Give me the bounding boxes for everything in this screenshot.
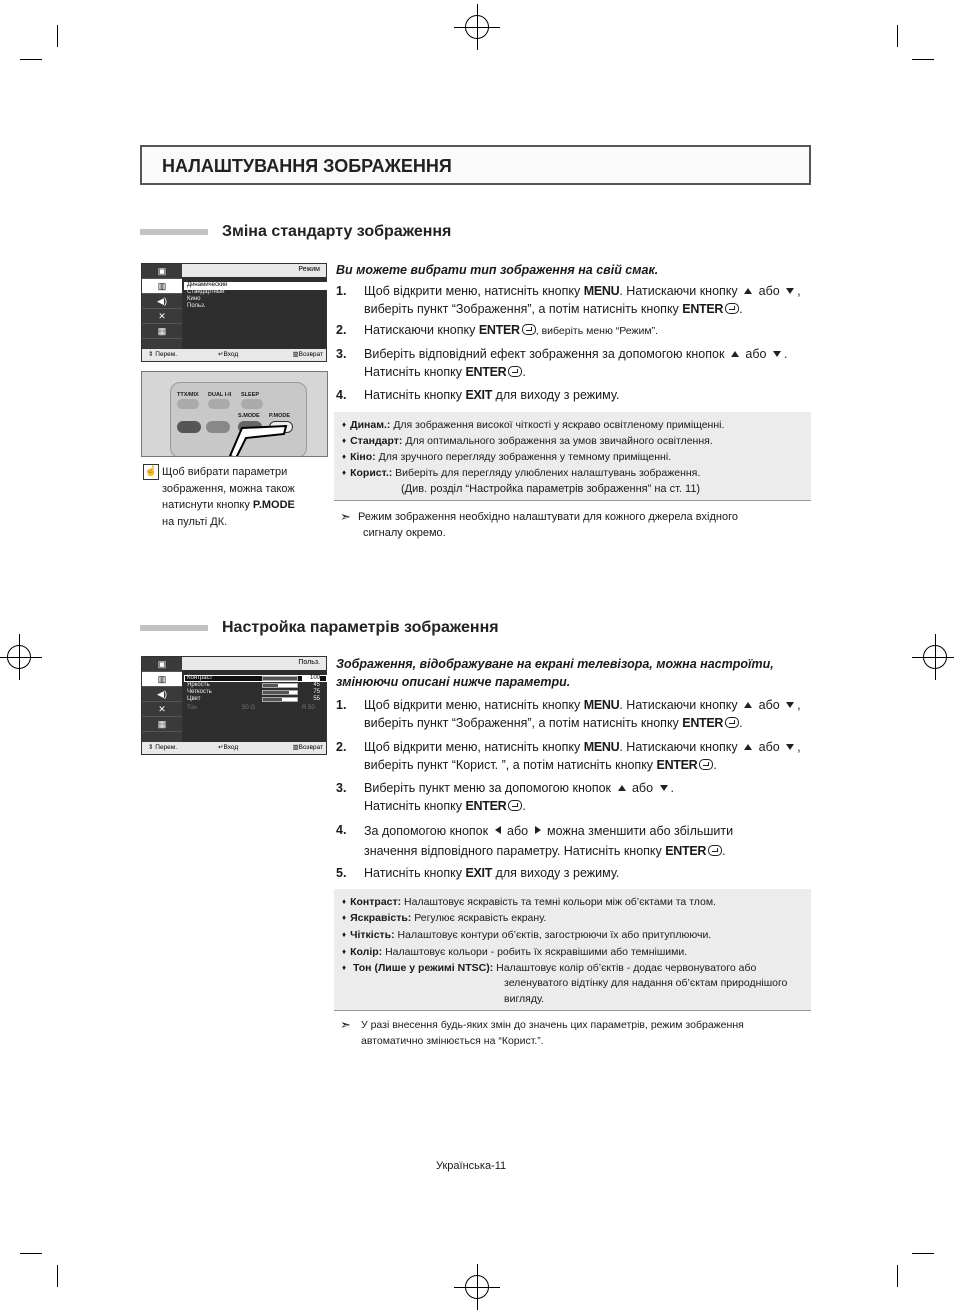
enter-icon: [522, 324, 536, 335]
remote-button: [241, 399, 263, 409]
osd-channel-icon: ✕: [142, 702, 182, 717]
osd-enter-label: ↵Вход: [218, 744, 239, 751]
bullet-item: ♦ Стандарт: Для оптимального зображення за умов звичайного освітлення.: [342, 435, 713, 447]
osd-slider-fill: [263, 691, 289, 694]
bullet-continuation: вигляду.: [504, 993, 545, 1005]
up-arrow-icon: [744, 702, 752, 708]
up-arrow-icon: [731, 351, 739, 357]
osd-ton-right: R 50: [302, 705, 315, 711]
osd-slider-track: [262, 690, 298, 695]
osd-slider-fill: [263, 677, 297, 680]
tip-text: Щоб вибрати параметри зображення, можна також натиснути кнопку P.MODE на пульті ДК.: [162, 466, 295, 528]
remote-button: [208, 399, 230, 409]
osd-slider-track: [262, 697, 298, 702]
down-arrow-icon: [786, 702, 794, 708]
crop-mark: [912, 1253, 934, 1254]
remote-button: [177, 399, 199, 409]
hand-pointer-icon: [222, 416, 292, 457]
section-bar: [140, 229, 208, 235]
down-arrow-icon: [786, 288, 794, 294]
remote-control-image: [141, 371, 328, 457]
osd-menu-mode: [141, 263, 327, 362]
tip-hand-icon: ☝: [143, 464, 159, 480]
down-arrow-icon: [660, 785, 668, 791]
bullet-item: ♦ Кіно: Для зручного перегляду зображення у темному приміщенні.: [342, 451, 672, 463]
up-arrow-icon: [744, 288, 752, 294]
osd-sidebar: [142, 264, 182, 349]
bullet-item: ♦ Контраст: Налаштовує яскравість та темні кольори між об’єктами та тлом.: [342, 896, 716, 908]
osd-item: Кино: [187, 296, 201, 302]
section1-step-4: 4. Натисніть кнопку EXIT для виходу з режиму.: [336, 388, 620, 402]
remote-label-pmode: P.MODE: [269, 413, 290, 419]
osd-item: Четкость: [187, 689, 212, 695]
osd-footer: [142, 742, 326, 754]
osd-item: Польз.: [187, 303, 206, 309]
crop-mark: [57, 1265, 58, 1287]
bullet-item: ♦ Чіткість: Налаштовує контури об’єктів, загострюючи їх або притуплюючи.: [342, 929, 712, 941]
section-bar: [140, 625, 208, 631]
osd-input-icon: ▣: [142, 264, 182, 279]
osd-setup-icon: ▦: [142, 324, 182, 339]
remote-button: [177, 421, 201, 433]
section2-heading: Настройка параметрів зображення: [222, 619, 499, 636]
bullet-item: ♦ Корист.: Виберіть для перегляду улюблених налаштувань зображення.: [342, 467, 701, 479]
osd-move-label: ⇕ Перем.: [148, 744, 178, 751]
osd-slider-value: 45: [313, 682, 320, 688]
up-arrow-icon: [618, 785, 626, 791]
osd-header: Режим: [182, 264, 326, 277]
remote-label-ttx: TTX/MIX: [177, 392, 199, 398]
osd-sound-icon: ◀): [142, 294, 182, 309]
osd-slider-track: [262, 683, 298, 688]
osd-item: Динамический: [187, 282, 228, 288]
osd-item: Яркость: [187, 682, 210, 688]
remote-label-smode: S.MODE: [238, 413, 260, 419]
osd-ton-left: 50 G: [242, 705, 256, 711]
section2-step-5: 5. Натисніть кнопку EXIT для виходу з режиму.: [336, 866, 620, 880]
note-arrow-icon: ➣: [340, 1017, 351, 1032]
section2-step-3: 3. Виберіть пункт меню за допомогою кнопок або . Натисніть кнопку ENTER .: [336, 781, 674, 813]
osd-picture-icon: ▥: [142, 672, 182, 687]
bullet-item: ♦ Динам.: Для зображення високої чіткості у яскраво освітленому приміщенні.: [342, 419, 725, 431]
section1-note: ➣ Режим зображення необхідно налаштувати для кожного джерела вхідного сигналу окремо.: [340, 509, 739, 539]
remote-label-dual: DUAL I-II: [208, 392, 232, 398]
enter-icon: [725, 717, 739, 728]
bullet-continuation: зеленуватого відтінку для надання об’єктам природнішого: [504, 977, 788, 989]
section2-note: ➣ У разі внесення будь-яких змін до значень цих параметрів, режим зображення автоматично змінюється на “Корист.”.: [340, 1017, 744, 1047]
osd-back-label: ▥Возврат: [292, 351, 323, 358]
right-arrow-icon: [535, 826, 541, 834]
section2-bullets-box: [334, 889, 811, 1011]
section2-step-1: 1. Щоб відкрити меню, натисніть кнопку MENU. Натискаючи кнопку або , виберіть пункт “Зображення”, а потім натисніть кнопку ENTER .: [336, 698, 801, 730]
osd-channel-icon: ✕: [142, 309, 182, 324]
down-arrow-icon: [773, 351, 781, 357]
osd-item: Стандартный: [187, 289, 225, 295]
osd-input-icon: ▣: [142, 657, 182, 672]
section2-step-2: 2. Щоб відкрити меню, натисніть кнопку MENU. Натискаючи кнопку або , виберіть пункт “Корист. ”, а потім натисніть кнопку ENTER .: [336, 740, 801, 772]
enter-icon: [725, 303, 739, 314]
registration-mark-bottom: [454, 1264, 500, 1310]
crop-mark: [912, 59, 934, 60]
osd-menu-user: [141, 656, 327, 755]
osd-setup-icon: ▦: [142, 717, 182, 732]
osd-slider-fill: [263, 698, 282, 701]
crop-mark: [57, 25, 58, 47]
osd-header: Польз.: [182, 657, 326, 670]
page-footer: Українська-11: [436, 1160, 507, 1172]
enter-icon: [508, 366, 522, 377]
osd-item: Цвет: [187, 696, 201, 702]
section1-step-2: 2. Натискаючи кнопку ENTER , виберіть меню “Режим”.: [336, 323, 659, 337]
registration-mark-top: [454, 4, 500, 50]
up-arrow-icon: [744, 744, 752, 750]
osd-item: Контраст: [187, 675, 213, 681]
osd-back-label: ▥Возврат: [292, 744, 323, 751]
osd-picture-icon: ▥: [142, 279, 182, 294]
section2-intro: Зображення, відображуване на екрані телевізора, можна настроїти, змінюючи описані нижче параметри.: [336, 657, 774, 689]
section1-step-3: 3. Виберіть відповідний ефект зображення за допомогою кнопок або . Натисніть кнопку ENTER .: [336, 347, 788, 379]
section2-step-4: 4. За допомогою кнопок або можна зменшити або збільшити значення відповідного параметру. Натисніть кнопку ENTER .: [336, 823, 734, 858]
crop-mark: [20, 59, 42, 60]
left-arrow-icon: [495, 826, 501, 834]
note-arrow-icon: ➣: [340, 509, 351, 524]
osd-move-label: ⇕ Перем.: [148, 351, 178, 358]
enter-icon: [508, 800, 522, 811]
osd-slider-fill: [263, 684, 278, 687]
page-title: НАЛАШТУВАННЯ ЗОБРАЖЕННЯ: [162, 156, 452, 176]
bullet-item-ton: ♦ Тон (Лише у режимі NTSC): Налаштовує колір об’єктів - додає червонуватого або: [342, 962, 757, 974]
registration-mark-right: [912, 634, 954, 680]
osd-sound-icon: ◀): [142, 687, 182, 702]
section1-heading: Зміна стандарту зображення: [222, 223, 452, 240]
enter-icon: [699, 759, 713, 770]
section1-intro: Ви можете вибрати тип зображення на свій смак.: [336, 263, 659, 277]
osd-sidebar: [142, 657, 182, 742]
bullet-item: ♦ Яскравість: Регулює яскравість екрану.: [342, 912, 547, 924]
osd-slider-track: [262, 676, 298, 681]
osd-item-ton: Тон: [187, 705, 197, 711]
osd-slider-value: 55: [313, 696, 320, 702]
page-title-box: [140, 145, 811, 185]
osd-slider-value: 100: [302, 675, 320, 681]
bullet-item: ♦ Колір: Налаштовує кольори - робить їх яскравішими або темнішими.: [342, 946, 688, 958]
bullet-continuation: (Див. розділ “Настройка параметрів зображення” на ст. 11): [401, 483, 701, 495]
registration-mark-left: [0, 634, 42, 680]
crop-mark: [20, 1253, 42, 1254]
down-arrow-icon: [786, 744, 794, 750]
section1-step-1: 1. Щоб відкрити меню, натисніть кнопку MENU. Натискаючи кнопку або , виберіть пункт “Зображення”, а потім натисніть кнопку ENTER .: [336, 284, 801, 316]
crop-mark: [897, 25, 898, 47]
osd-slider-value: 75: [313, 689, 320, 695]
osd-enter-label: ↵Вход: [218, 351, 239, 358]
section1-bullets-box: [334, 412, 811, 501]
remote-label-sleep: SLEEP: [241, 392, 260, 398]
crop-mark: [897, 1265, 898, 1287]
osd-footer: [142, 349, 326, 361]
enter-icon: [708, 845, 722, 856]
